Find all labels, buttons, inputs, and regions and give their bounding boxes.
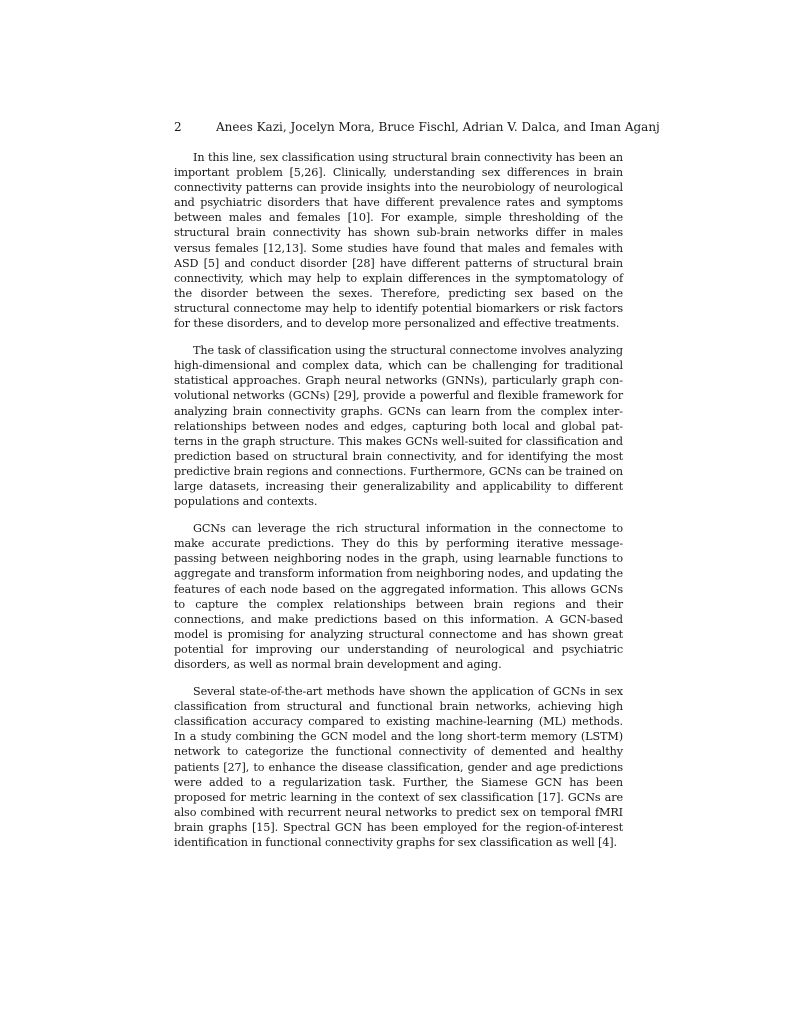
author-list: Anees Kazi, Jocelyn Mora, Bruce Fischl, Adrian V. Dalca, and Iman Aganj [216, 120, 660, 134]
paragraph-gcn-message-passing: GCNs can leverage the rich structural information in the connectome to make accurate predictions. They do this by performing iterative message-passing between neighboring nodes in the graph, using learnable functions to aggregate and transform information from neighboring nodes, and updating the features of each node based on the aggregated information. This allows GCNs to capture the complex relationships between brain regions and their connections, and make predictions based on this information. A GCN-based model is promising for analyzing structural connectome and has shown great potential for improving our understanding of neurological and psychiatric disorders, as well as normal brain development and aging. [174, 522, 623, 671]
page-number: 2 [174, 120, 182, 134]
body-text [174, 150, 623, 862]
paragraph-state-of-the-art: Several state-of-the-art methods have shown the application of GCNs in sex classification from structural and functional brain networks, achieving high classification accuracy compared to existing machine-learning (ML) methods. In a study combining the GCN model and the long short-term memory (LSTM) network to categorize the functional connectivity of demented and healthy patients [27], to enhance the disease classification, gender and age predictions were added to a regularization task. Further, the Siamese GCN has been proposed for metric learning in the context of sex classification [17]. GCNs are also combined with recurrent neural networks to predict sex on temporal fMRI brain graphs [15]. Spectral GCN has been employed for the region-of-interest identification in functional connectivity graphs for sex classification as well [4]. [174, 685, 623, 850]
paragraph-gnn-classification: The task of classification using the structural connectome involves analyzing high-dimensional and complex data, which can be challenging for traditional statistical approaches. Graph neural networks (GNNs), particularly graph convolutional networks (GCNs) [29], provide a powerful and flexible framework for analyzing brain connectivity graphs. GCNs can learn from the complex interrelationships between nodes and edges, capturing both local and global patterns in the graph structure. This makes GCNs well-suited for classification and prediction based on structural brain connectivity, and for identifying the most predictive brain regions and connections. Furthermore, GCNs can be trained on large datasets, increasing their generalizability and applicability to different populations and contexts. [174, 344, 623, 509]
paragraph-sex-classification: In this line, sex classification using structural brain connectivity has been an important problem [5,26]. Clinically, understanding sex differences in brain connectivity patterns can provide insights into the neurobiology of neurological and psychiatric disorders that have different prevalence rates and symptoms between males and females [10]. For example, simple thresholding of the structural brain connectivity has shown sub-brain networks differ in males versus females [12,13]. Some studies have found that males and females with ASD [5] and conduct disorder [28] have different patterns of structural brain connectivity, which may help to explain differences in the symptomatology of the disorder between the sexes. Therefore, predicting sex based on the structural connectome may help to identify potential biomarkers or risk factors for these disorders, and to develop more personalized and effective treatments. [174, 151, 623, 331]
